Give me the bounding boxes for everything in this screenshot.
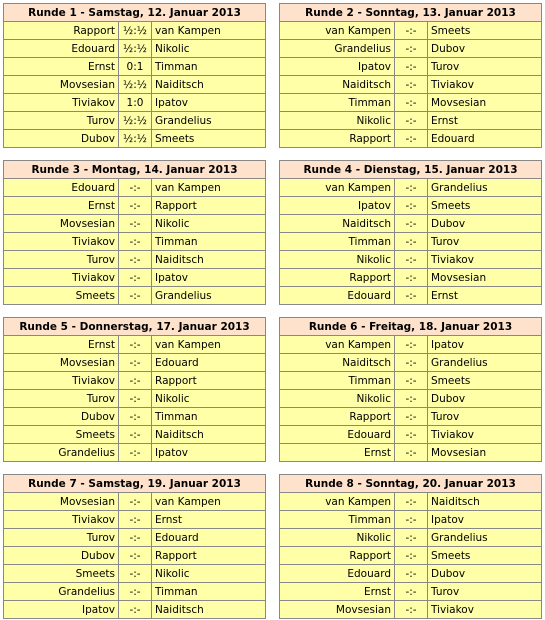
pairing-row [280,529,542,547]
game-result: -:- [395,269,428,287]
game-result: -:- [395,179,428,197]
black-player: Smeets [428,197,542,215]
black-player: Edouard [152,354,266,372]
round-table [3,3,266,148]
pairings [280,336,542,462]
pairing-row [280,287,542,305]
game-result: -:- [395,444,428,462]
white-player: Tiviakov [4,233,119,251]
black-player: Edouard [428,130,542,148]
white-player: Edouard [280,287,395,305]
game-result: -:- [395,94,428,112]
pairing-row [4,179,266,197]
pairing-row [4,601,266,619]
pairing-row [4,547,266,565]
black-player: Naiditsch [152,76,266,94]
white-player: Ernst [280,444,395,462]
game-result: -:- [395,408,428,426]
black-player: Turov [428,58,542,76]
game-result: -:- [395,251,428,269]
round-title: Runde 1 - Samstag, 12. Januar 2013 [4,4,266,22]
game-result: -:- [395,565,428,583]
round-title: Runde 8 - Sonntag, 20. Januar 2013 [280,475,542,493]
pairing-row [4,372,266,390]
white-player: Rapport [280,269,395,287]
white-player: Rapport [280,408,395,426]
black-player: Grandelius [152,287,266,305]
white-player: Timman [280,372,395,390]
black-player: Smeets [428,22,542,40]
pairing-row [280,233,542,251]
black-player: Grandelius [428,179,542,197]
game-result: -:- [395,40,428,58]
black-player: Naiditsch [152,251,266,269]
pairing-row [280,354,542,372]
game-result: -:- [395,287,428,305]
round-title: Runde 4 - Dienstag, 15. Januar 2013 [280,161,542,179]
game-result: -:- [395,529,428,547]
white-player: van Kampen [280,22,395,40]
black-player: van Kampen [152,179,266,197]
black-player: Grandelius [152,112,266,130]
black-player: Turov [428,583,542,601]
white-player: Dubov [4,547,119,565]
black-player: Ernst [428,287,542,305]
white-player: van Kampen [280,493,395,511]
white-player: Ipatov [280,58,395,76]
pairings [280,493,542,619]
pairing-row [280,22,542,40]
black-player: Nikolic [152,40,266,58]
black-player: Ipatov [152,94,266,112]
round-table [279,474,542,619]
black-player: Smeets [428,547,542,565]
pairing-row [280,372,542,390]
game-result: ½:½ [119,76,152,94]
white-player: van Kampen [280,179,395,197]
game-result: -:- [119,197,152,215]
black-player: Rapport [152,372,266,390]
white-player: Dubov [4,408,119,426]
game-result: -:- [119,426,152,444]
pairing-row [4,94,266,112]
game-result: -:- [395,601,428,619]
pairing-row [4,22,266,40]
pairing-row [280,511,542,529]
game-result: -:- [395,354,428,372]
white-player: Dubov [4,130,119,148]
white-player: Grandelius [4,583,119,601]
pairing-row [4,408,266,426]
game-result: -:- [119,583,152,601]
pairing-row [4,583,266,601]
pairings [280,179,542,305]
game-result: -:- [119,408,152,426]
pairing-row [280,215,542,233]
pairing-row [280,493,542,511]
pairing-row [280,179,542,197]
white-player: Edouard [4,40,119,58]
game-result: -:- [119,565,152,583]
game-result: -:- [119,354,152,372]
pairing-row [4,287,266,305]
black-player: Turov [428,233,542,251]
white-player: Timman [280,233,395,251]
game-result: -:- [119,493,152,511]
white-player: Movsesian [4,354,119,372]
game-result: -:- [395,336,428,354]
black-player: Rapport [152,197,266,215]
white-player: Smeets [4,426,119,444]
black-player: Dubov [428,390,542,408]
white-player: Movsesian [280,601,395,619]
game-result: -:- [119,215,152,233]
black-player: Tiviakov [428,76,542,94]
black-player: Timman [152,583,266,601]
white-player: Tiviakov [4,269,119,287]
pairing-row [280,547,542,565]
pairing-row [280,426,542,444]
black-player: Ernst [152,511,266,529]
white-player: Nikolic [280,529,395,547]
white-player: Turov [4,251,119,269]
black-player: van Kampen [152,22,266,40]
game-result: -:- [119,336,152,354]
round-table [279,3,542,148]
white-player: Edouard [4,179,119,197]
game-result: -:- [119,269,152,287]
black-player: Movsesian [428,444,542,462]
white-player: Ipatov [4,601,119,619]
game-result: ½:½ [119,22,152,40]
black-player: Tiviakov [428,601,542,619]
black-player: Nikolic [152,565,266,583]
black-player: Tiviakov [428,251,542,269]
white-player: Smeets [4,565,119,583]
black-player: Timman [152,233,266,251]
white-player: Movsesian [4,215,119,233]
black-player: Nikolic [152,215,266,233]
pairing-row [280,112,542,130]
pairing-row [280,336,542,354]
pairing-row [4,130,266,148]
pairing-row [280,444,542,462]
game-result: ½:½ [119,112,152,130]
black-player: Movsesian [428,94,542,112]
white-player: Ernst [4,336,119,354]
game-result: -:- [119,601,152,619]
pairing-row [280,197,542,215]
round-table [279,160,542,305]
game-result: -:- [395,197,428,215]
black-player: Turov [428,408,542,426]
black-player: Grandelius [428,354,542,372]
white-player: Turov [4,390,119,408]
black-player: van Kampen [152,336,266,354]
black-player: Naiditsch [428,493,542,511]
game-result: -:- [395,547,428,565]
game-result: -:- [395,22,428,40]
pairing-row [4,354,266,372]
white-player: Movsesian [4,76,119,94]
pairings [4,493,266,619]
white-player: Smeets [4,287,119,305]
pairings [280,22,542,148]
game-result: -:- [119,251,152,269]
pairing-row [4,76,266,94]
black-player: Ipatov [152,444,266,462]
black-player: Dubov [428,40,542,58]
black-player: Ipatov [152,269,266,287]
white-player: Grandelius [4,444,119,462]
game-result: -:- [119,511,152,529]
white-player: Tiviakov [4,372,119,390]
pairing-row [4,40,266,58]
white-player: Tiviakov [4,511,119,529]
pairing-row [280,408,542,426]
game-result: -:- [119,444,152,462]
pairing-row [4,444,266,462]
white-player: Edouard [280,426,395,444]
game-result: -:- [395,511,428,529]
black-player: Naiditsch [152,601,266,619]
pairing-row [280,94,542,112]
game-result: -:- [119,372,152,390]
game-result: -:- [395,233,428,251]
game-result: -:- [395,58,428,76]
white-player: van Kampen [280,336,395,354]
pairing-row [280,601,542,619]
pairing-row [4,336,266,354]
black-player: Timman [152,58,266,76]
black-player: Rapport [152,547,266,565]
game-result: -:- [395,390,428,408]
round-title: Runde 6 - Freitag, 18. Januar 2013 [280,318,542,336]
black-player: Ernst [428,112,542,130]
round-table [3,317,266,462]
game-result: -:- [395,130,428,148]
black-player: Edouard [152,529,266,547]
white-player: Rapport [280,547,395,565]
game-result: 0:1 [119,58,152,76]
black-player: Movsesian [428,269,542,287]
white-player: Rapport [280,130,395,148]
black-player: Grandelius [428,529,542,547]
white-player: Nikolic [280,390,395,408]
pairing-row [4,112,266,130]
pairing-row [4,251,266,269]
game-result: -:- [119,179,152,197]
pairing-row [4,511,266,529]
game-result: -:- [395,583,428,601]
black-player: van Kampen [152,493,266,511]
round-table [3,160,266,305]
game-result: -:- [119,287,152,305]
white-player: Ernst [4,197,119,215]
white-player: Naiditsch [280,215,395,233]
black-player: Dubov [428,565,542,583]
pairing-row [280,40,542,58]
pairing-row [4,58,266,76]
game-result: -:- [119,233,152,251]
game-result: -:- [119,547,152,565]
game-result: ½:½ [119,40,152,58]
game-result: -:- [119,529,152,547]
white-player: Naiditsch [280,76,395,94]
black-player: Timman [152,408,266,426]
game-result: -:- [395,76,428,94]
white-player: Tiviakov [4,94,119,112]
black-player: Smeets [152,130,266,148]
pairing-row [4,426,266,444]
game-result: -:- [395,493,428,511]
pairing-row [280,565,542,583]
game-result: -:- [395,426,428,444]
round-title: Runde 5 - Donnerstag, 17. Januar 2013 [4,318,266,336]
pairing-row [280,58,542,76]
white-player: Ernst [280,583,395,601]
pairing-row [280,269,542,287]
white-player: Timman [280,94,395,112]
game-result: ½:½ [119,130,152,148]
white-player: Naiditsch [280,354,395,372]
pairing-row [280,76,542,94]
black-player: Tiviakov [428,426,542,444]
game-result: 1:0 [119,94,152,112]
white-player: Nikolic [280,112,395,130]
black-player: Naiditsch [152,426,266,444]
black-player: Dubov [428,215,542,233]
pairing-row [4,565,266,583]
game-result: -:- [395,215,428,233]
round-title: Runde 7 - Samstag, 19. Januar 2013 [4,475,266,493]
pairing-row [4,215,266,233]
pairing-row [4,390,266,408]
game-result: -:- [395,112,428,130]
white-player: Nikolic [280,251,395,269]
pairing-row [280,251,542,269]
pairing-row [4,269,266,287]
pairing-row [280,583,542,601]
pairing-row [280,390,542,408]
game-result: -:- [395,372,428,390]
white-player: Ipatov [280,197,395,215]
white-player: Edouard [280,565,395,583]
round-table [279,317,542,462]
white-player: Ernst [4,58,119,76]
pairing-row [4,233,266,251]
pairings [4,22,266,148]
white-player: Timman [280,511,395,529]
white-player: Turov [4,112,119,130]
pairing-row [4,493,266,511]
white-player: Movsesian [4,493,119,511]
round-title: Runde 2 - Sonntag, 13. Januar 2013 [280,4,542,22]
black-player: Ipatov [428,511,542,529]
pairing-row [280,130,542,148]
white-player: Rapport [4,22,119,40]
pairing-row [4,197,266,215]
black-player: Ipatov [428,336,542,354]
black-player: Nikolic [152,390,266,408]
black-player: Smeets [428,372,542,390]
round-title: Runde 3 - Montag, 14. Januar 2013 [4,161,266,179]
pairings [4,179,266,305]
pairing-row [4,529,266,547]
round-table [3,474,266,619]
white-player: Grandelius [280,40,395,58]
white-player: Turov [4,529,119,547]
pairings [4,336,266,462]
game-result: -:- [119,390,152,408]
